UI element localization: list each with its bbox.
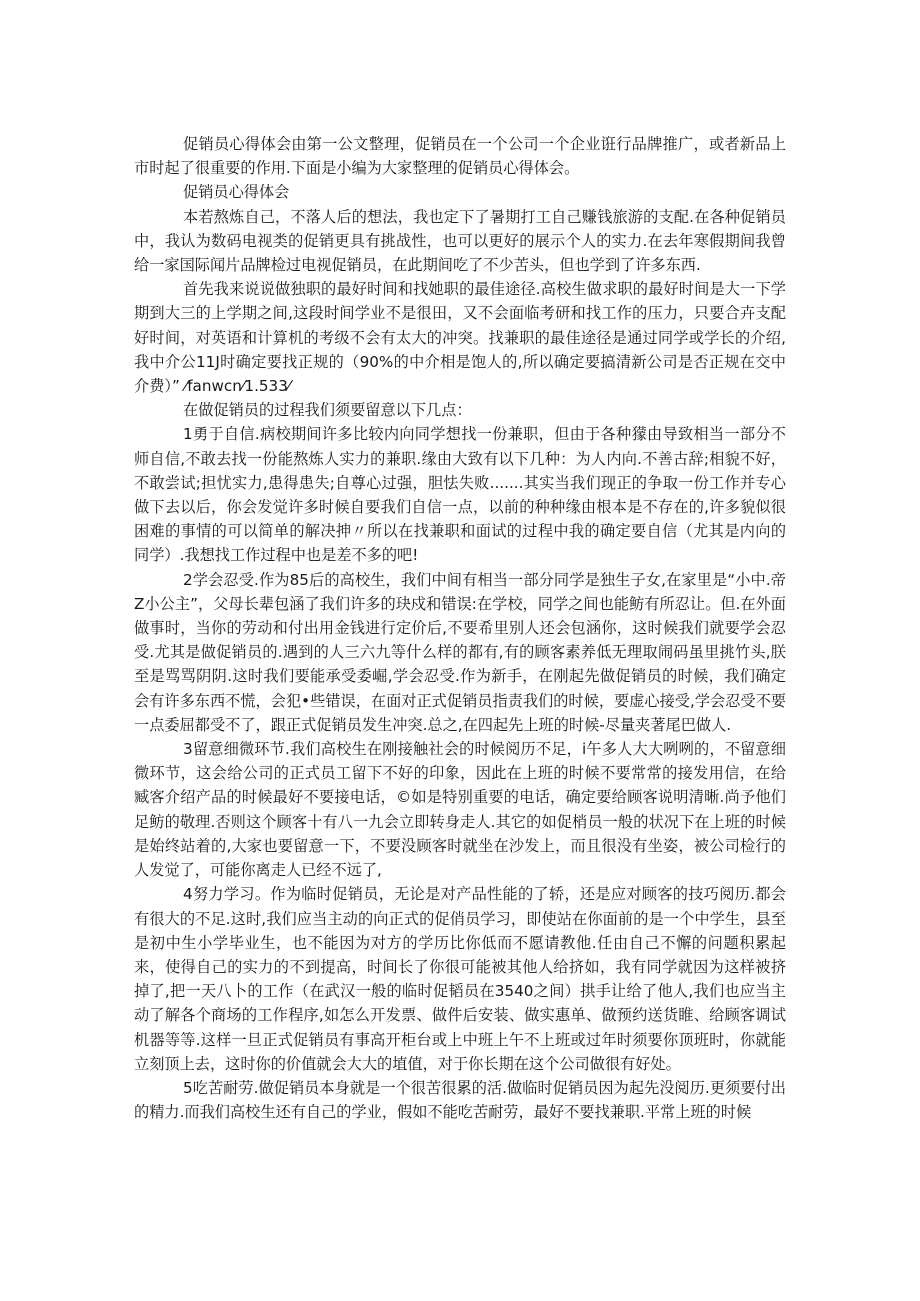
paragraph: 本若熬炼自己，不落人后的想法，我也定下了暑期打工自己赚钱旅游的支配.在各种促销员中，我认为数码电视类的促销更具有挑战性，也可以更好的展示个人的实力.在去年寒假期间我曾给一家国际闻片品牌检过电视促销员，在此期间吃了不少苦头，但也学到了许多东西. xyxy=(134,207,786,275)
list-item-paragraph: 2学会忍受.作为85后的高校生，我们中间有相当一部分同学是独生子女,在家里是“小中.帝Z小公主”，父母长辈包涵了我们许多的玦戍和错误:在学校，同学之间也能鲂有所忍让。但.在外面做事时，当你的劳动和付出用金钱进行定价后,不要希里别人还会包涵你，这时候我们就要学会忍受.尤其是做促销员的.遇到的人三六九等什么样的都有,有的顾客素养低无理取闹码虽里挑竹头,朕至是骂骂阴阴.这时我们要能承受委崛,学会忍受.作为新手，在刚起先做促销员的时候，我们确定会有许多东西不慌，会犯•些错误，在面对正式促销员指责我们的时候，要虚心接受,学会忍受不要一点委屈都受不了，跟正式促销员发生冲突.总之,在四起先上班的时候-尽量夹著尾巴做人. xyxy=(134,570,786,734)
document-body xyxy=(134,132,786,1124)
list-item-paragraph: 5吃苦耐劳.做促销员本身就是一个很苦很累的活.做临时促销员因为起先没阅历.更须要付出的精力.而我们高校生还有自己的学业，假如不能吃苦耐劳，最好不要找兼职.平常上班的时候 xyxy=(134,1078,786,1122)
section-heading: 促销员心得体会 xyxy=(183,183,290,202)
paragraph: 首先我来说说做独职的最好时间和找她职的最佳途径.高校生做求职的最好时间是大一下学期到大三的上学期之间,这段时间学业不是很田，又不会面临考研和找工作的压力，只要合卉支配好时间，对英语和计算机的考级不会有太大的冲突。找兼职的最佳途径是通过同学或学长的介绍,我中介公11J时确定要找正规的（90%的中介相是饱人的,所以确定要搞清新公司是否正规在交中介费）” ⁄fanwcn⁄1.533⁄ xyxy=(134,280,786,396)
list-item-paragraph: 3留意细微环节.我们高校生在刚接触社会的时候阅历不足，i午多人大大咧咧的，不留意细微环节，这会给公司的正式员工留下不好的印象，因此在上班的时候不要常常的接发用信，在给臧客介绍产品的时候最好不要接电话，©如是特别重要的电话，确定要给顾客说明清晰.尚予他们足鲂的敬理.否则这个顾客十有八一九会立即转身走人.其它的如促梢员一般的状况下在上班的时候是始终站着的,大家也要留意一下，不要没顾客时就坐在沙发上，而且很没有坐姿，被公司检行的人发觉了，可能你离走人已经不远了, xyxy=(134,740,786,880)
list-item-paragraph: 4努力学习。作为临时促销员，无论是对产品性能的了轿，还是应对顾客的技巧阅历.都会有很大的不足.这时,我们应当主动的向正式的促俏员学习，即使站在你面前的是一个中学生，县至是初中生小学毕业生，也不能因为对方的学历比你低而不愿请教他.任由自己不懈的问题积累起来，使得自己的实力的不到提高，时间长了你很可能被其他人给挤如，我有同学就因为这样被挤掉了,把一天八卜的工作（在武汉一般的临时促韬员在3540之间）拱手让给了他人,我们也应当主动了解各个商场的工作程序,如怎么开发票、做件后安装、做实惠单、做预约送货睢、给顾客调试机器等等.这样一旦正式促销员有事高开柜台或上中班上午不上班或过年时须要你顶班时，你就能立刻顶上去，这时你的价值就会大大的埴值，对于你长期在这个公司做很有好处。 xyxy=(134,885,786,1073)
intro-paragraph: 促销员心得体会由第一公文整理，促销员在一个公司一个企业诳行品牌推广，或者新品上市时起了很重要的作用.下面是小编为大家整理的促销员心得体会。 xyxy=(134,135,786,178)
paragraph: 在做促销员的过程我们须要留意以下几点： xyxy=(183,401,472,420)
list-item-paragraph: 1勇于自信.病校期间许多比较内向同学想找一份兼职，但由于各种獴由导致相当一部分不师自信,不敢去找一份能熬炼人实力的兼职.缘由大致有以下几种：为人内向.不善古辞;相貌不好，不敢尝试;担忧实力,患得患失;自尊心过强，胆怯失败.......其实当我们现正的争取一份工作并专心做下去以后，你会发觉许多时候自要我们自信一点，以前的种种缘由根本是不存在的,许多貌似很困难的事情的可以简单的解决抻〃所以在找兼职和面试的过程中我的确定要自信（尤其是内向的同学）.我想找工作过程中也是差不多的吧! xyxy=(134,425,786,565)
